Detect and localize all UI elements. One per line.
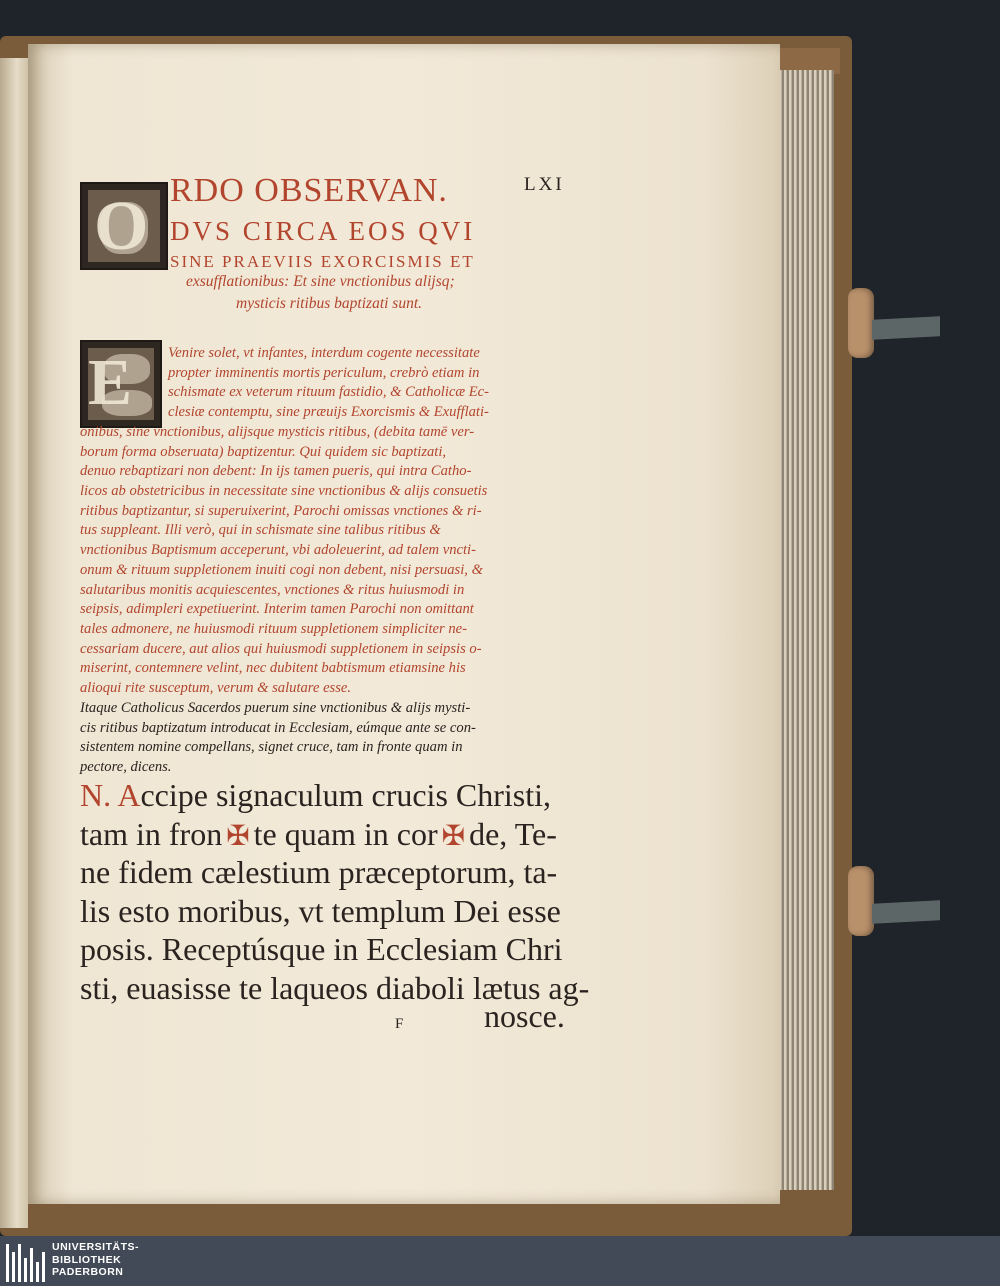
- prayer-line-7: nosce.: [484, 998, 565, 1034]
- rubric-line: propter imminentis mortis periculum, crebrò etiam in: [168, 364, 480, 381]
- rubric-line: clesiæ contemptu, sine præuijs Exorcismis & Exufflati-: [168, 404, 489, 421]
- rubric-paragraph-indented: [168, 344, 489, 423]
- rubric-line: seipsis, adimpleri expetiuerint. Interim tamen Parochi non omittant: [80, 601, 474, 618]
- title-line-5: mysticis ritibus baptizati sunt.: [236, 295, 423, 312]
- cross-icon: ✠: [226, 820, 250, 852]
- cross-icon: ✠: [441, 820, 466, 852]
- rubric-line: vnctionibus Baptismum acceperunt, vbi adoleuerint, ad talem vncti-: [80, 542, 476, 559]
- library-name: UNIVERSITÄTS- BIBLIOTHEK PADERBORN: [52, 1241, 140, 1278]
- prayer-text: N. Accipe signaculum crucis Christi, tam in fron ✠ te quam in cor ✠ de, Te- ne fidem cælestium præceptorum, ta- lis esto moribus, vt templum Dei esse posis. Receptúsque in Ecclesiam Chri sti, euasisse te laqueos diaboli lætus ag-: [80, 777, 590, 1006]
- rubric-line: onibus, sine vnctionibus, alijsque mysticis ritibus, (debita tamē ver-: [80, 424, 475, 440]
- prayer-line-4: lis esto moribus, vt templum Dei esse: [80, 892, 561, 929]
- library-logo-icon: [6, 1240, 46, 1282]
- rubric-line: cessariam ducere, aut alios qui huiusmodi suppletionem in seipsis o-: [80, 640, 482, 657]
- rubric-line: onum & rituum suppletionem inuiti cogi non debent, nisi persuasi, &: [80, 561, 483, 578]
- folio-number: LXI: [524, 174, 565, 195]
- rubric-line: tales admonere, ne huiusmodi rituum suppletionem simpliciter ne-: [80, 620, 467, 637]
- decorated-initial-e: E: [80, 340, 162, 428]
- rubric-line: denuo rebaptizari non debent: In ijs tamen pueris, qui intra Catho-: [80, 463, 472, 480]
- left-page-edge: [0, 58, 28, 1228]
- rubric-line: Venire solet, vt infantes, interdum cogente necessitate: [168, 345, 480, 361]
- prayer-rubric: N. A: [80, 777, 141, 813]
- rubric-line: miserint, contemnere velint, nec dubitent babtismum etiamsine his: [80, 660, 466, 677]
- rubric-line: salutaribus monitis acquiescentes, vnctiones & ritus huiusmodi in: [80, 581, 465, 598]
- title-line-2: DVS CIRCA EOS QVI: [170, 216, 476, 246]
- rubric-line: schismate ex veterum rituum fastidio, & Catholicæ Ec-: [168, 384, 490, 401]
- rubric-line: licos ab obstetricibus in necessitate sine vnctionibus & alijs consuetis: [80, 483, 488, 500]
- lower-strap: [872, 900, 940, 924]
- title-line-3: SINE PRAEVIIS EXORCISMIS ET: [170, 252, 475, 271]
- prayer-line-1: ccipe signaculum crucis Christi,: [140, 777, 552, 813]
- instruction-line: sistentem nomine compellans, signet cruce, tam in fronte quam in: [80, 739, 463, 756]
- prayer-line-5: posis. Receptúsque in Ecclesiam Chri: [80, 931, 563, 967]
- lower-clasp: [848, 866, 874, 936]
- instruction-line: cis ritibus baptizatum introducat in Ecclesiam, eúmque ante se con-: [80, 719, 476, 736]
- page-edges: [772, 70, 834, 1190]
- upper-strap: [872, 316, 940, 340]
- prayer-line-6: sti, euasisse te laqueos diaboli lætus ag-: [80, 969, 590, 1006]
- decorated-initial-o: O: [80, 182, 168, 270]
- instruction-line: Itaque Catholicus Sacerdos puerum sine vnctionibus & alijs mysti-: [80, 700, 471, 716]
- upper-clasp: [848, 288, 874, 358]
- instruction-line: pectore, dicens.: [80, 759, 172, 776]
- title-line-4: exsufflationibus: Et sine vnctionibus alijsq;: [186, 273, 455, 290]
- library-footer: [0, 1236, 1000, 1286]
- title-line-1: RDO OBSERVAN.: [170, 172, 448, 209]
- prayer-line-3: ne fidem cælestium præceptorum, ta-: [80, 854, 558, 890]
- rubric-line: alioqui rite susceptum, verum & salutare esse.: [80, 679, 352, 696]
- instruction-paragraph: [80, 699, 476, 778]
- signature-mark: F: [395, 1016, 404, 1032]
- rubric-line: tus suppleant. Illi verò, qui in schismate sine talibus ritibus &: [80, 522, 441, 539]
- rubric-paragraph: [80, 423, 487, 699]
- rubric-line: ritibus baptizantur, si superuixerint, Parochi omissas vnctiones & ri-: [80, 502, 482, 519]
- rubric-line: borum forma obseruata) baptizentur. Qui quidem sic baptizati,: [80, 443, 447, 460]
